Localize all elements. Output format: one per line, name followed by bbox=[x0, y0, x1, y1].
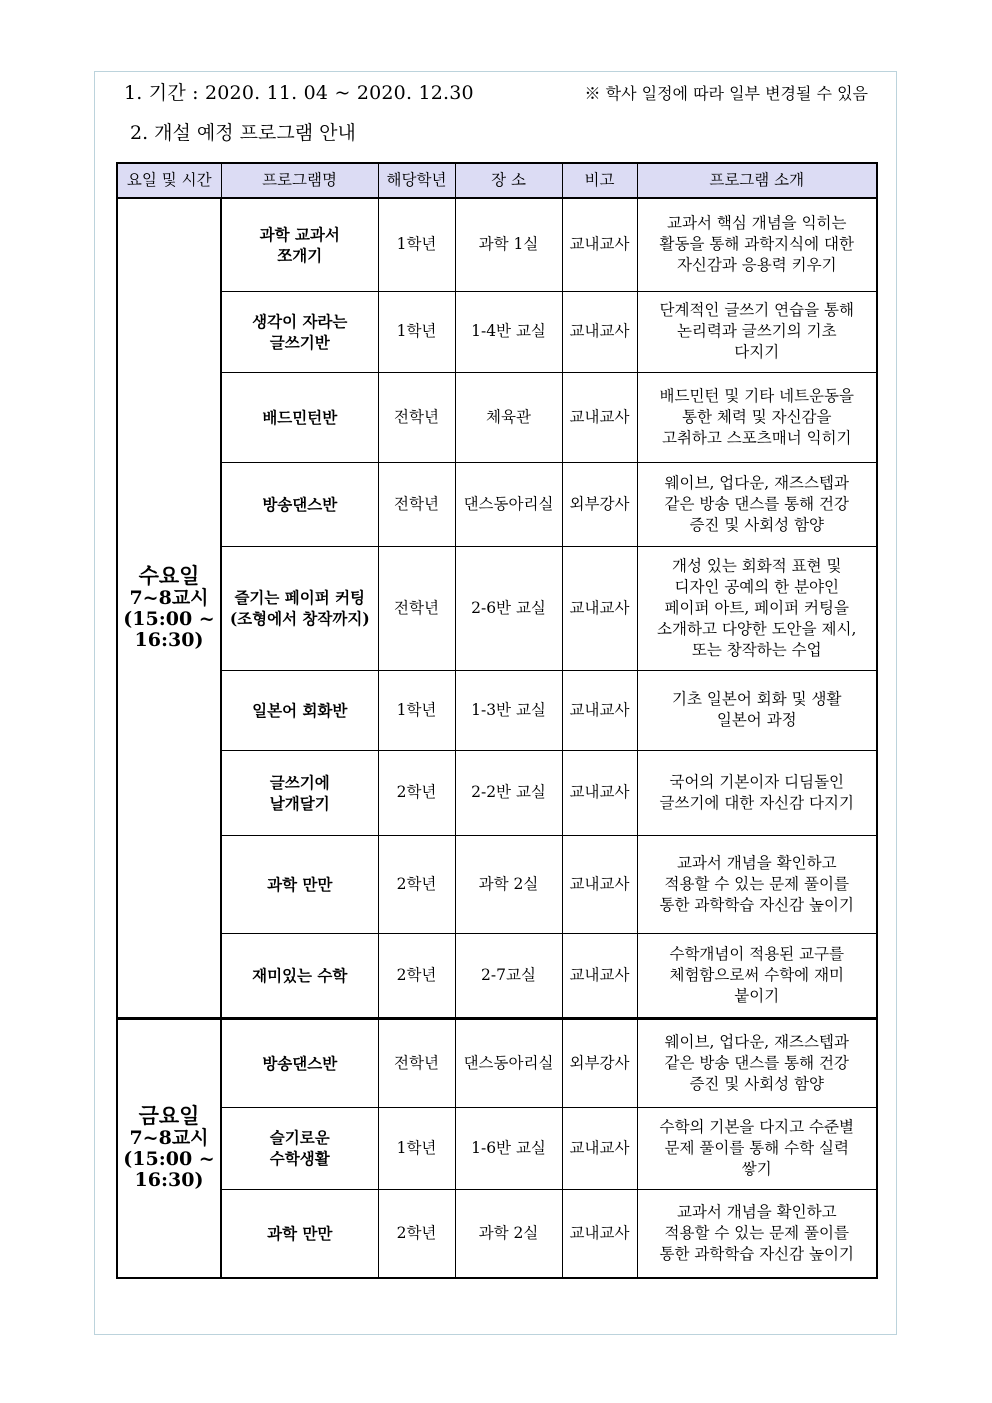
program-name: 일본어 회화반 bbox=[221, 670, 378, 750]
place-cell: 1-4반 교실 bbox=[455, 291, 562, 372]
time-start: (15:00 ~ bbox=[123, 607, 215, 630]
note-cell: 교내교사 bbox=[562, 1189, 637, 1278]
table-row bbox=[117, 670, 877, 750]
program-intro: 개성 있는 회화적 표현 및 디자인 공예의 한 분야인 페이퍼 아트, 페이퍼 커팅을 소개하고 다양한 도안을 제시, 또는 창작하는 수업 bbox=[637, 546, 877, 670]
note-cell: 외부강사 bbox=[562, 1018, 637, 1107]
place-cell: 댄스동아리실 bbox=[455, 462, 562, 546]
program-name: 과학 교과서 쪼개기 bbox=[221, 198, 378, 291]
place-cell: 2-2반 교실 bbox=[455, 750, 562, 835]
program-intro: 수학의 기본을 다지고 수준별 문제 풀이를 통해 수학 실력 쌓기 bbox=[637, 1107, 877, 1189]
program-name: 배드민턴반 bbox=[221, 372, 378, 462]
time-end: 16:30) bbox=[134, 628, 204, 651]
grade-cell: 전학년 bbox=[378, 546, 455, 670]
note-cell: 교내교사 bbox=[562, 1107, 637, 1189]
program-table bbox=[116, 162, 878, 1279]
note-cell: 교내교사 bbox=[562, 750, 637, 835]
table-row bbox=[117, 546, 877, 670]
note-cell: 교내교사 bbox=[562, 933, 637, 1018]
note-cell: 교내교사 bbox=[562, 670, 637, 750]
col-header-program: 프로그램명 bbox=[221, 163, 378, 198]
program-intro: 교과서 개념을 확인하고 적용할 수 있는 문제 풀이를 통한 과학학습 자신감 높이기 bbox=[637, 835, 877, 933]
place-cell: 1-3반 교실 bbox=[455, 670, 562, 750]
program-name: 방송댄스반 bbox=[221, 1018, 378, 1107]
time-end: 16:30) bbox=[134, 1169, 204, 1192]
schedule-note: ※ 학사 일정에 따라 일부 변경될 수 있음 bbox=[584, 84, 868, 103]
note-cell: 교내교사 bbox=[562, 835, 637, 933]
note-cell: 외부강사 bbox=[562, 462, 637, 546]
grade-cell: 1학년 bbox=[378, 1107, 455, 1189]
table-row bbox=[117, 1189, 877, 1278]
program-name: 슬기로운 수학생활 bbox=[221, 1107, 378, 1189]
place-cell: 2-6반 교실 bbox=[455, 546, 562, 670]
day-name: 수요일 bbox=[138, 562, 200, 588]
grade-cell: 1학년 bbox=[378, 291, 455, 372]
section-title: 2. 개설 예정 프로그램 안내 bbox=[130, 122, 356, 144]
note-cell: 교내교사 bbox=[562, 291, 637, 372]
program-intro: 웨이브, 업다운, 재즈스텝과 같은 방송 댄스를 통해 건강 증진 및 사회성 함양 bbox=[637, 1018, 877, 1107]
grade-cell: 1학년 bbox=[378, 198, 455, 291]
col-header-note: 비고 bbox=[562, 163, 637, 198]
grade-cell: 1학년 bbox=[378, 670, 455, 750]
program-intro: 수학개념이 적용된 교구를 체험함으로써 수학에 재미 붙이기 bbox=[637, 933, 877, 1018]
grade-cell: 2학년 bbox=[378, 933, 455, 1018]
program-name: 재미있는 수학 bbox=[221, 933, 378, 1018]
grade-cell: 2학년 bbox=[378, 835, 455, 933]
table-row bbox=[117, 933, 877, 1018]
col-header-grade: 해당학년 bbox=[378, 163, 455, 198]
program-name: 글쓰기에 날개달기 bbox=[221, 750, 378, 835]
table-row bbox=[117, 291, 877, 372]
table-row bbox=[117, 462, 877, 546]
table-row bbox=[117, 198, 877, 291]
place-cell: 과학 1실 bbox=[455, 198, 562, 291]
grade-cell: 2학년 bbox=[378, 1189, 455, 1278]
place-cell: 과학 2실 bbox=[455, 1189, 562, 1278]
day-time-cell bbox=[117, 198, 221, 1018]
grade-cell: 전학년 bbox=[378, 462, 455, 546]
program-intro: 국어의 기본이자 디딤돌인 글쓰기에 대한 자신감 다지기 bbox=[637, 750, 877, 835]
note-cell: 교내교사 bbox=[562, 546, 637, 670]
program-intro: 기초 일본어 회화 및 생활 일본어 과정 bbox=[637, 670, 877, 750]
col-header-place: 장 소 bbox=[455, 163, 562, 198]
place-cell: 1-6반 교실 bbox=[455, 1107, 562, 1189]
program-intro: 교과서 개념을 확인하고 적용할 수 있는 문제 풀이를 통한 과학학습 자신감 높이기 bbox=[637, 1189, 877, 1278]
col-header-intro: 프로그램 소개 bbox=[637, 163, 877, 198]
table-row bbox=[117, 1107, 877, 1189]
program-name: 방송댄스반 bbox=[221, 462, 378, 546]
program-intro: 단계적인 글쓰기 연습을 통해 논리력과 글쓰기의 기초 다지기 bbox=[637, 291, 877, 372]
time-start: (15:00 ~ bbox=[123, 1148, 215, 1171]
col-header-day: 요일 및 시간 bbox=[117, 163, 221, 198]
period-line: 1. 기간 : 2020. 11. 04 ~ 2020. 12.30 bbox=[124, 82, 474, 104]
grade-cell: 2학년 bbox=[378, 750, 455, 835]
program-name: 즐기는 페이퍼 커팅 (조형에서 창작까지) bbox=[221, 546, 378, 670]
table-row bbox=[117, 1018, 877, 1107]
program-intro: 웨이브, 업다운, 재즈스텝과 같은 방송 댄스를 통해 건강 증진 및 사회성 함양 bbox=[637, 462, 877, 546]
day-name: 금요일 bbox=[138, 1103, 200, 1129]
class-period: 7~8교시 bbox=[129, 1127, 209, 1150]
program-name: 과학 만만 bbox=[221, 835, 378, 933]
program-intro: 배드민턴 및 기타 네트운동을 통한 체력 및 자신감을 고취하고 스포츠매너 익히기 bbox=[637, 372, 877, 462]
note-cell: 교내교사 bbox=[562, 198, 637, 291]
place-cell: 댄스동아리실 bbox=[455, 1018, 562, 1107]
day-time-cell bbox=[117, 1018, 221, 1278]
table-row bbox=[117, 750, 877, 835]
class-period: 7~8교시 bbox=[129, 586, 209, 609]
place-cell: 2-7교실 bbox=[455, 933, 562, 1018]
program-intro: 교과서 핵심 개념을 익히는 활동을 통해 과학지식에 대한 자신감과 응용력 키우기 bbox=[637, 198, 877, 291]
note-cell: 교내교사 bbox=[562, 372, 637, 462]
program-name: 생각이 자라는 글쓰기반 bbox=[221, 291, 378, 372]
place-cell: 과학 2실 bbox=[455, 835, 562, 933]
table-body bbox=[117, 198, 877, 1278]
grade-cell: 전학년 bbox=[378, 1018, 455, 1107]
table-row bbox=[117, 372, 877, 462]
grade-cell: 전학년 bbox=[378, 372, 455, 462]
place-cell: 체육관 bbox=[455, 372, 562, 462]
table-header-row bbox=[117, 163, 877, 198]
table-row bbox=[117, 835, 877, 933]
program-name: 과학 만만 bbox=[221, 1189, 378, 1278]
